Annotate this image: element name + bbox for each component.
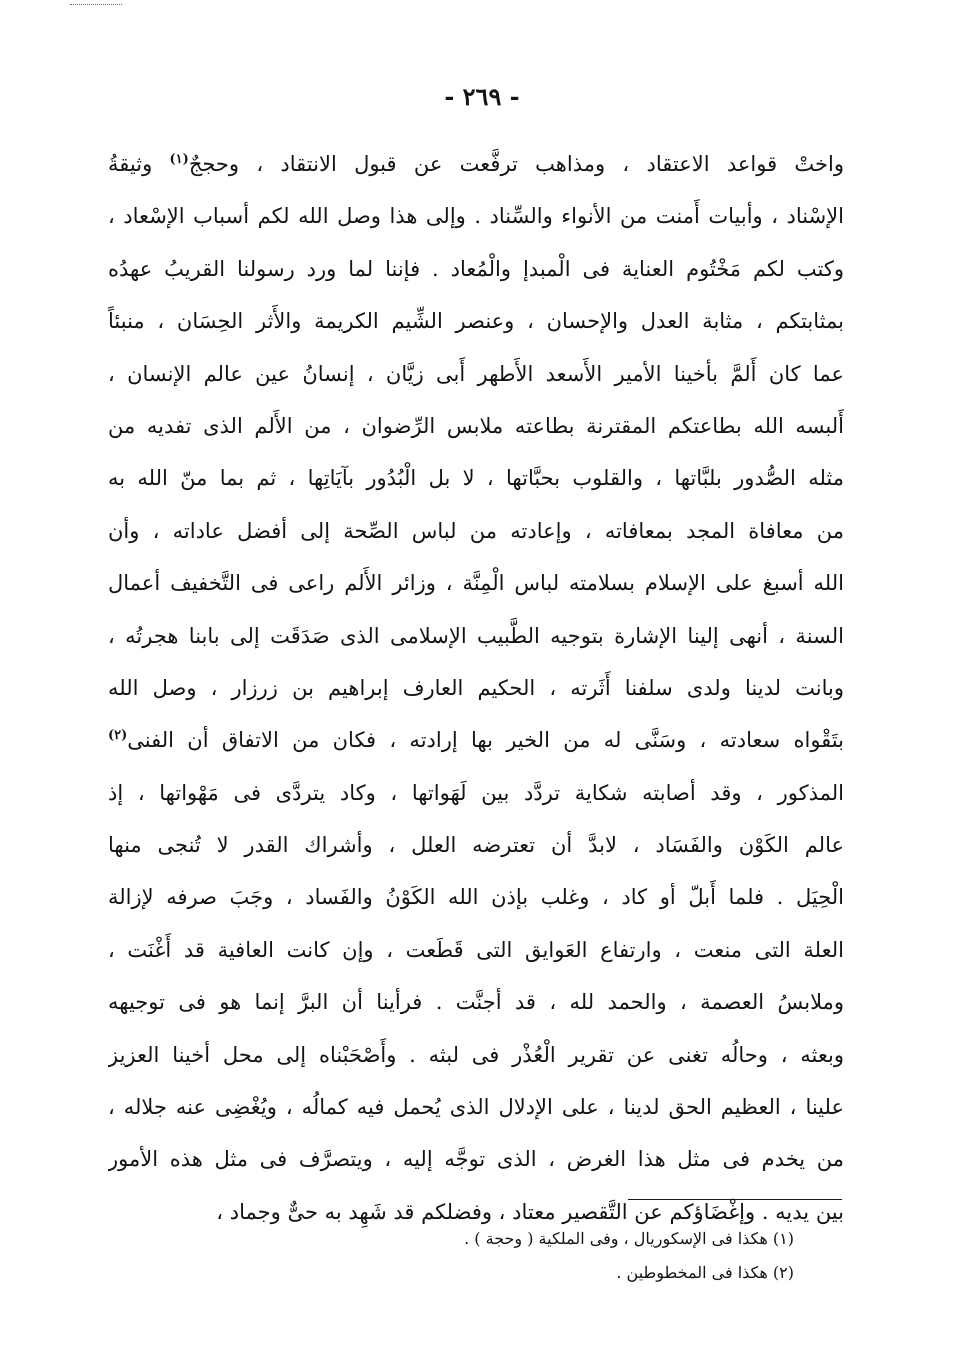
footnotes	[274, 1222, 794, 1290]
body-line: الإسْناد ، وأبيات أَمنت من الأنواء والسِّناد . وإلى هذا وصل الله لكم أسباب الإسْعاد ،	[108, 204, 844, 229]
footnote-ref-2[interactable]: (٢)	[108, 728, 128, 744]
body-line: علينا ، العظيم الحق لدينا ، على الإدلال الذى يُحمل فيه كمالُه ، ويُغْضِى عنه جلاله ،	[108, 1095, 844, 1120]
footnote-ref-1[interactable]: (١)	[169, 152, 189, 167]
body-line: العلة التى منعت ، وارتفاع العَوايق التى قَطَعت ، وإن كانت العافية قد أَغْنَت ،	[108, 937, 844, 962]
body-line: السنة ، أنهى إلينا الإشارة بتوجيه الطَّبيب الإسلامى الذى صَدَقَت إلى بابنا هجرتُه ،	[108, 623, 844, 648]
body-line: المذكور ، وقد أصابته شكاية تردَّد بين لَهَواتها ، وكاد يتردَّى فى مَهْواتها ، إذ	[108, 780, 844, 805]
scan-corner-mark	[70, 4, 122, 5]
body-line: وبعثه ، وحالُه تغنى عن تقرير الْعُذْر فى لبثه . وأَصْحَبْناه إلى محل أخينا العزيز	[108, 1042, 844, 1067]
body-line: بتَقْواه سعادته ، وسَنَّى له من الخير بها إرادته ، فكان من الاتفاق أن الفنى$^{(٢)}$	[108, 728, 844, 753]
body-line: واختْ قواعد الاعتقاد ، ومذاهب ترفَّعت عن قبول الانتقاد ، وحججٌ$^{(١)}$ وثيقةُ	[108, 152, 844, 176]
body-line: مثله الصُّدور بلبَّاتها ، والقلوب بحبَّاتها ، لا بل الْبُدُور بآيَاتِها ، ثم بما منّ الله به	[108, 466, 844, 491]
body-line: من معافاة المجد بمعافاته ، وإعادته من لباس الصِّحة إلى أفضل عاداته ، وأن	[108, 518, 844, 543]
body-line: وكتب لكم مَخْتُوم العناية فى الْمبدإ والْمُعاد . فإننا لما ورد رسولنا القريبُ عهدُه	[108, 256, 844, 281]
body-line: عما كان أَلمَّ بأخينا الأمير الأَسعد الأَطهر أَبى زيَّان ، إنسانُ عين عالم الإنسان ،	[108, 361, 844, 386]
body-line: بمثابتكم ، مثابة العدل والإحسان ، وعنصر الشِّيم الكريمة والأَثر الحِسَان ، منبئاً	[108, 309, 844, 334]
body-line: من يخدم فى مثل هذا الغرض ، الذى توجَّه إليه ، ويتصرَّف فى مثل هذه الأمور	[108, 1147, 844, 1172]
body-line: الله أسبغ على الإسلام بسلامته لباس الْمِنَّة ، وزائر الأَلم راعى فى التَّخفيف أعمال	[108, 571, 844, 596]
footnote-divider	[628, 1199, 842, 1200]
body-line: وملابسُ العصمة ، والحمد لله ، قد أجنَّت . فرأينا أن البرَّ إنما هو فى توجيهه	[108, 990, 844, 1015]
body-line: أَلبسه الله بطاعتكم المقترنة بطاعته ملابس الرِّضوان ، من الأَلم الذى تفديه من	[108, 413, 844, 438]
page-number: - ٢٦٩ -	[444, 82, 520, 111]
body-text	[108, 138, 844, 1238]
body-line: عالم الكَوْن والفَسَاد ، لابدَّ أن تعترضه العلل ، وأشراك القدر لا تُنجى منها	[108, 833, 844, 858]
body-line: بين يديه . وإغْضَاؤكم عن التَّقصير معتاد ، وفضلكم قد شَهِد به حىٌّ وجماد ،	[216, 1199, 844, 1224]
footnote-2: (٢) هكذا فى المخطوطين .	[616, 1263, 794, 1282]
body-line: وبانت لدينا ولدى سلفنا أَثَرته ، الحكيم العارف إبراهيم بن زرزار ، وصل الله	[108, 675, 844, 700]
footnote-1: (١) هكذا فى الإسكوريال ، وفى الملكية ( وحجة ) .	[464, 1229, 794, 1248]
body-line: الْحِيَل . فلما أَبلّ أو كاد ، وغلب بإذن الله الكَوْنُ والفَساد ، وجَبَ صرفه لإزالة	[108, 885, 844, 910]
